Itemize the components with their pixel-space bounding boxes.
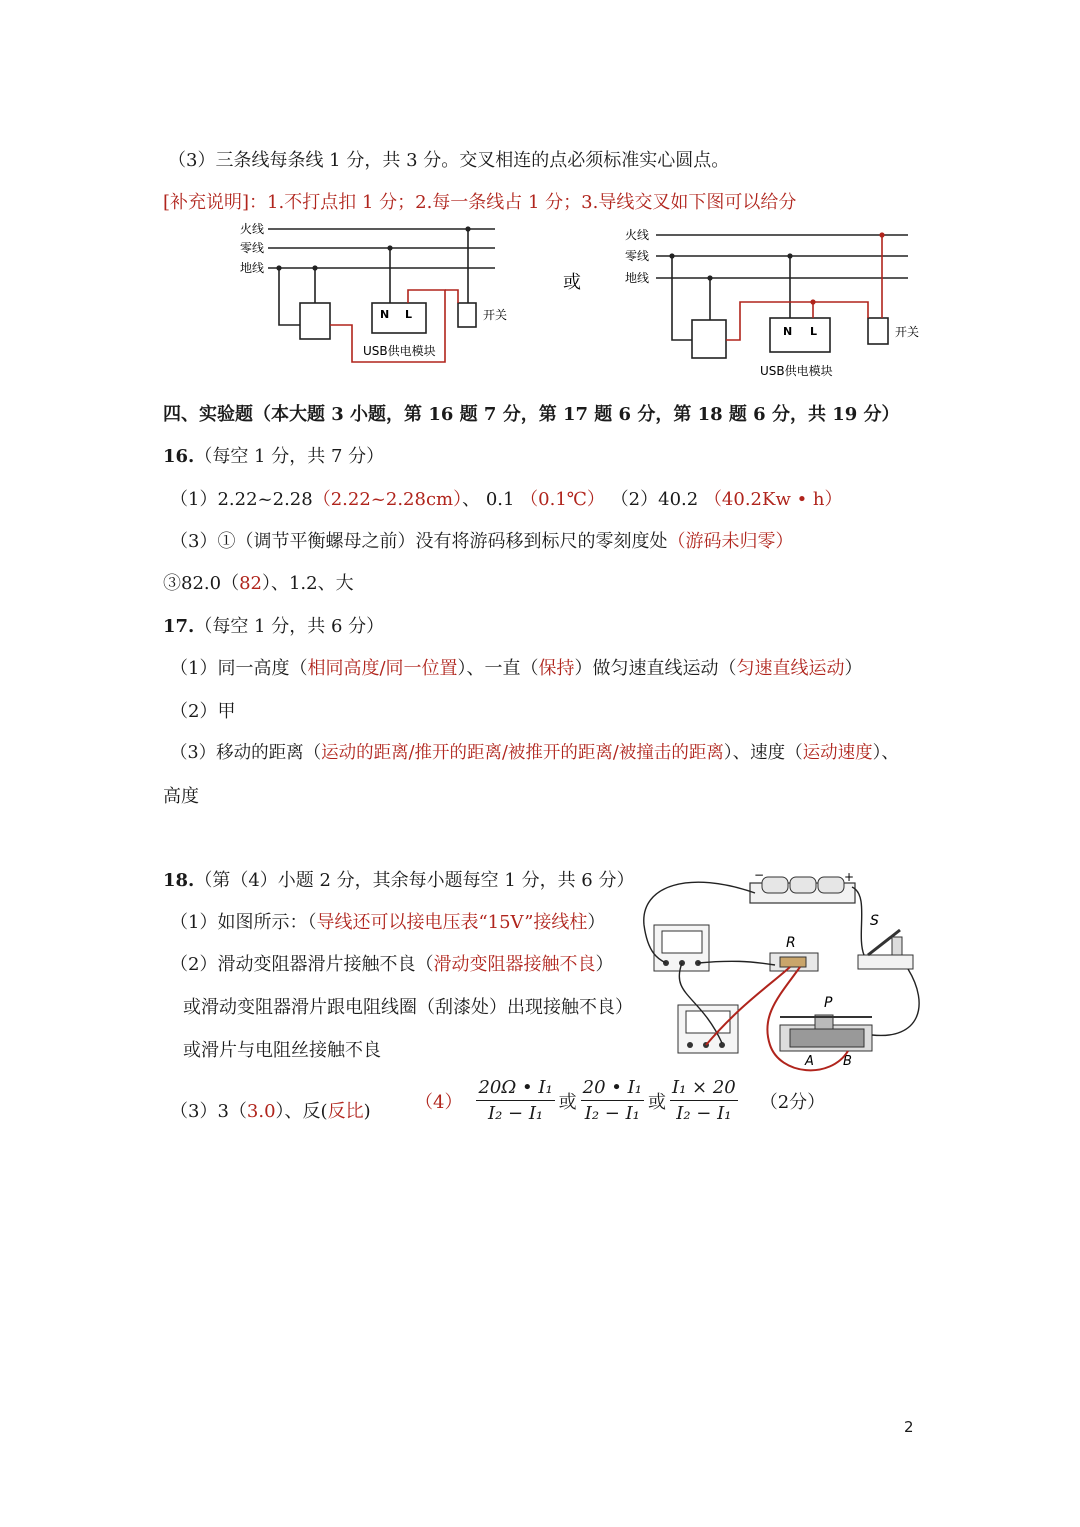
formula-or-1: 或: [558, 1091, 577, 1113]
formula-1-numerator: 20Ω • I₁: [476, 1077, 554, 1101]
item-3-text: （3）三条线每条线 1 分，共 3 分。交叉相连的点必须标准实心圆点。: [168, 150, 730, 171]
q16-l3a: ③82.0（: [163, 573, 240, 594]
label-neutral-right: 零线: [625, 249, 650, 263]
resistor-icon: [770, 953, 818, 971]
q16-heading: [163, 442, 384, 468]
circuit-illustration: [630, 865, 930, 1075]
label-l-right: L: [810, 325, 818, 338]
section-4-heading: 四、实验题（本大题 3 小题，第 16 题 7 分，第 17 题 6 分，第 18 题 6 分，共 19 分）: [163, 404, 900, 425]
q16-l1e: （2）40.2: [604, 489, 704, 510]
rheostat-a-label: A: [805, 1054, 814, 1069]
q17-line-1: [170, 654, 863, 680]
q18-l2b: 滑动变阻器接触不良: [433, 954, 596, 975]
q16-l1b: （2.22~2.28cm）: [312, 489, 463, 510]
q18-line-3: 或滑动变阻器滑片跟电阻线圈（刮漆处）出现接触不良）: [183, 997, 633, 1018]
q16-l1d: （0.1℃）: [520, 489, 605, 510]
voltmeter-icon: [678, 1005, 738, 1053]
label-neutral: 零线: [240, 241, 265, 255]
q16-l3c: ）、1.2、大: [261, 573, 354, 594]
label-n-right: N: [783, 325, 793, 338]
q17-l3a: （3）移动的距离（: [170, 743, 322, 763]
q16-number: 16.: [163, 446, 195, 467]
formula-3-numerator: I₁ × 20: [670, 1077, 738, 1101]
q16-l1f: （40.2Kw • h）: [703, 489, 843, 510]
q17-l1a: （1）同一高度（: [170, 658, 308, 679]
q17-l1c: ）、一直（: [457, 658, 539, 679]
q17-l1b: 相同高度/同一位置: [307, 658, 458, 679]
wiring-diagram-right: [656, 235, 908, 358]
label-usb-module-right: USB供电模块: [760, 364, 833, 378]
battery-minus: −: [754, 868, 765, 882]
supplement-note: [补充说明]：1.不打点扣 1 分；2.每一条线占 1 分；3.导线交叉如下图可以给分: [163, 192, 797, 213]
q17-line-3: [170, 739, 899, 764]
label-ground-right: 地线: [625, 271, 650, 285]
wiring-diagram-left: [268, 229, 495, 362]
switch-icon: [858, 930, 913, 969]
q18-l5b: 3.0: [246, 1101, 276, 1122]
formula-1-denominator: I₂ − I₁: [487, 1103, 544, 1124]
label-usb-module: USB供电模块: [363, 344, 436, 358]
q18-line-4: 或滑片与电阻丝接触不良: [183, 1040, 381, 1061]
label-live-right: 火线: [625, 228, 650, 242]
q17-heading: [163, 612, 384, 638]
q18-heading: [163, 866, 634, 892]
page-number: 2: [904, 1418, 914, 1436]
q18-l5c: ）、反(: [275, 1101, 328, 1122]
q18-l1a: （1）如图所示：（: [170, 912, 317, 933]
rheostat-b-label: B: [843, 1054, 852, 1069]
q17-line-4: 高度: [163, 786, 199, 807]
formula-or-2: 或: [647, 1091, 666, 1113]
q16-l2a: （3）①（调节平衡螺母之前）没有将游码移到标尺的零刻度处: [170, 531, 668, 552]
q18-l5d: 反比: [327, 1101, 364, 1122]
formula-2-denominator: I₂ − I₁: [584, 1103, 640, 1124]
label-live: 火线: [240, 222, 265, 236]
q18-l2c: ）: [595, 954, 614, 975]
q16-l1a: （1）2.22~2.28: [170, 489, 313, 510]
q17-l3e: ）、: [872, 743, 899, 763]
battery-icon: [750, 877, 855, 903]
formula-points: （2分）: [759, 1091, 826, 1113]
q17-l1d: 保持: [538, 658, 575, 679]
q16-line-1: [170, 485, 843, 511]
q16-line-2: [170, 527, 793, 553]
wiring-diagrams: [0, 215, 1080, 385]
q18-l5f: （4）: [415, 1091, 463, 1113]
formula-3-denominator: I₂ − I₁: [676, 1103, 732, 1124]
rheostat-icon: [780, 1015, 872, 1051]
diagram-or: 或: [563, 272, 581, 293]
resistor-label: R: [786, 935, 796, 951]
q16-line-3: [163, 569, 354, 595]
q18-line-1: [170, 908, 605, 934]
q17-l3d: 运动速度: [802, 743, 873, 763]
q18-l1c: ）: [587, 912, 606, 933]
q17-line-2: （2）甲: [170, 701, 236, 722]
q17-l1e: ）做匀速直线运动（: [574, 658, 737, 679]
q18-line-2: [170, 950, 613, 976]
q18-note: （第（4）小题 2 分，其余每小题每空 1 分，共 6 分）: [194, 870, 635, 891]
label-l: L: [405, 308, 413, 321]
q17-l1g: ）: [844, 658, 863, 679]
q17-number: 17.: [163, 616, 195, 637]
formula-3: [670, 1077, 738, 1124]
label-switch: 开关: [483, 308, 508, 322]
q17-note: （每空 1 分，共 6 分）: [194, 616, 385, 637]
q17-l3b: 运动的距离/推开的距离/被推开的距离/被撞击的距离: [321, 743, 724, 763]
q18-l1b: 导线还可以接电压表“15V”接线柱: [316, 912, 588, 933]
q18-formula-line: [415, 1077, 825, 1124]
battery-plus: +: [844, 870, 855, 884]
formula-1: [476, 1077, 554, 1124]
label-n: N: [380, 308, 390, 321]
q16-note: （每空 1 分，共 7 分）: [194, 446, 385, 467]
label-ground: 地线: [240, 261, 265, 275]
q17-l3c: ）、速度（: [723, 743, 803, 763]
rheostat-p-label: P: [824, 995, 833, 1011]
formula-2: [581, 1077, 644, 1124]
q18-l5e: ): [363, 1101, 371, 1122]
switch-label: S: [870, 913, 879, 929]
q18-l2a: （2）滑动变阻器滑片接触不良（: [170, 954, 434, 975]
q17-l1f: 匀速直线运动: [736, 658, 845, 679]
q16-l3b: 82: [239, 573, 262, 594]
q16-l2b: （游码未归零）: [667, 531, 794, 552]
q16-l1c: 、 0.1: [462, 489, 521, 510]
formula-2-numerator: 20 • I₁: [581, 1077, 644, 1101]
q18-l5a: （3）3（: [170, 1101, 247, 1122]
q18-number: 18.: [163, 870, 195, 891]
q18-line-5: [170, 1097, 371, 1123]
label-switch-right: 开关: [895, 325, 920, 339]
